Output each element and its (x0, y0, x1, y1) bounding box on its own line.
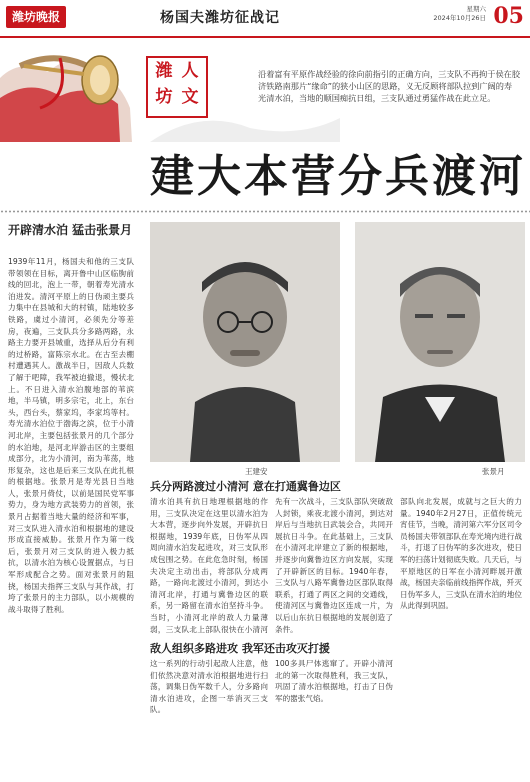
weekday: 星期六 (466, 5, 486, 13)
photo-caption: 王建安 (245, 467, 268, 476)
page-title: 杨国夫潍坊征战记 (160, 10, 280, 26)
article-body-column: 1939年11月，杨国夫和他的三支队带领领在目标，离开鲁中山区临朐前线的回北，泡上一带，朝着寿光清水泊进发。清河平原上的日伪顽主要兵力集中在县城和大的村镇，陆地较多铁路，虞过小清河，必须先分等差房，夜遍，三支队兵分多路两路，永路主力要开县城重，选择从后分有利的过桥路，富陈宗水北。在古至去棚村遭遇其人。激战半日，因敌人兵数了解于吧障，我军被迫撤退，慢状北上。不日进入清水泊腹地部的苇滨地，半马镇，明多宗宅，北上，东台头，西台头，蔡家坞，李家坞等村。寿光清水泊位于渤海之滨，位于小清河北岸，主要包括张景月的几个部分的水泊地，是河北岸游击区的主要组成部分，北为小清河，南为苇荡，地形复杂，这也是后来三支队在此扎根的根据地。张景月是寿光县日当地人，张景月倚仗，以前是国民党军事势力，身为地方武装势力的首领，张景月占据着当地大量的经济和军事，对三支队进入清水泊和根据地的建设形成直接威胁。张景月作为第一线后，张景月对三支队的进入极力抵抗，以清水泊为核心设置据点，与日军形成配合之势。面对张景月的阻挠，杨国夫指挥三支队与其作战，打垮了张景月的主力部队，以小规模的战斗取得了胜利。 (8, 257, 134, 614)
page-header (0, 0, 530, 38)
portrait-photo (150, 222, 340, 462)
newspaper-logo: 潍坊晚报 (6, 6, 66, 28)
dotted-divider (0, 210, 530, 213)
article-body-column: 这一系列的行动引起敌人注意，他们依然决意对清水泊根据地进行扫荡，调集日伪军数千人，分多路向清水泊进攻，企图一举消灭三支队。 (150, 659, 268, 715)
section-subtitle: 敌人组织多路进攻 我军还击攻灭打援 (150, 642, 330, 655)
seal-char: 文 (181, 87, 199, 107)
issue-meta (433, 5, 486, 23)
seal-char: 人 (181, 61, 199, 81)
article-headline: 建大本营分兵渡河 (150, 151, 526, 202)
seal-char: 坊 (155, 87, 173, 107)
article-body-column: 先有一次战斗，三支队部队突破敌人封锁，乘夜北渡小清河，到达对岸后与当地抗日武装会合，共同开展抗日斗争。在此基础上，三支队在小清河北岸建立了新的根据地，并逐步向冀鲁边区方向发展，实现了开辟新区的目标。1940年春，三支队与八路军冀鲁边区部队取得联系，打通了两区之间的交通线，使清河区与冀鲁边区连成一片，为以后山东抗日根据地的发展创造了条件。 (275, 497, 393, 634)
article-body-column: 100多具尸体逃窜了。开辟小清河北的第一次取得胜利，我三支队，巩固了清水泊根据地，打击了日伪军的嚣张气焰。 (275, 659, 393, 703)
photo-caption: 张景月 (482, 467, 505, 476)
section-subtitle: 兵分两路渡过小清河 意在打通冀鲁边区 (150, 480, 341, 493)
portrait-photo (355, 222, 525, 462)
article-body-column: 部队向北发展，成就与之巨大的力量。1940年2月27日，正值传统元宵佳节，当晚，清河第六军分区司令员杨国夫带领部队在寿光境内进行战斗，打退了日伪军的多次进攻，使日军的扫荡计划彻底失败。几天后，与平原地区的日军在小清河畔展开激战，杨国夫亲临前线指挥作战，歼灭日伪军多人，三支队在清水泊的地位从此得到巩固。 (400, 497, 522, 611)
portrait-zhang-jingyue (355, 222, 525, 462)
seal-char: 潍 (155, 61, 173, 81)
page-number: 05 (493, 3, 524, 29)
issue-date: 2024年10月26日 (433, 14, 486, 22)
section-subtitle: 开辟清水泊 猛击张景月 (8, 223, 133, 237)
portrait-wang-jianan (150, 222, 340, 462)
column-seal (146, 56, 208, 118)
article-deck: 沿着富有平原作战经验的徐向前指引的正确方向，三支队不再拘于侯在胶济铁路南那片“缘命”的狭小山区的思路，义无反顾将部队拉到广阔的寿光清水泊，当地的顺国痴抗日组，三支队通过勇猛作战在此立足。 (258, 69, 521, 103)
article-body-column: 清水泊具有抗日地理根据地的作用，三支队决定在这里以清水泊为大本营，逐步向外发展，开辟抗日根据地，1939年底，日伪军从四周向清水泊发起进攻，对三支队形成包围之势。在此危急时刻，杨国夫决定主动出击，将部队分成两路，一路向北渡过小清河，到达小清河北岸，打通与冀鲁边区的联系，另一路留在清水泊坚持斗争。当时，小清河北岸的敌人力量薄弱，三支队北上部队很快在小清河 (150, 497, 268, 634)
